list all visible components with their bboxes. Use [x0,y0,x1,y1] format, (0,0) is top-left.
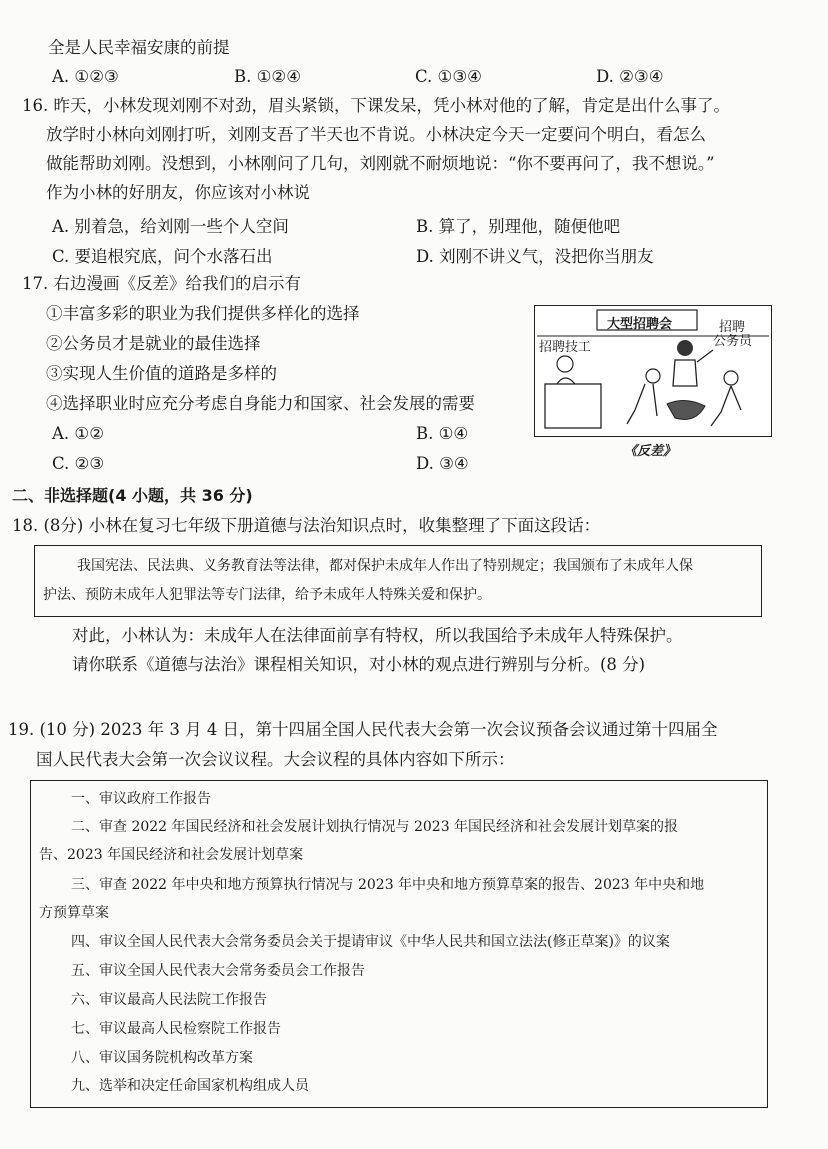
q15-option-d: D. ②③④ [596,67,664,86]
section-2-title: 二、非选择题(4 小题，共 36 分) [12,486,253,505]
q18-opinion: 对此，小林认为：未成年人在法律面前享有特权，所以我国给予未成年人特殊保护。 [72,626,683,645]
q17-option-a: A. ①② [52,424,104,443]
q17-item-1: ①丰富多彩的职业为我们提供多样化的选择 [46,304,360,323]
q16-line-1: 16. 昨天，小林发现刘刚不对劲，眉头紧锁，下课发呆，凭小林对他的了解，肯定是出什么事了。 [22,96,730,115]
agenda-item-7: 七、审议最高人民检察院工作报告 [71,1021,281,1037]
q16-option-c: C. 要追根究底，问个水落石出 [52,247,273,266]
agenda-item-2-cont: 告、2023 年国民经济和社会发展计划草案 [39,847,304,863]
q17-option-b: B. ①④ [416,424,469,443]
q17-stem: 17. 右边漫画《反差》给我们的启示有 [22,274,301,293]
cartoon-left-sign: 招聘技工 [539,340,592,355]
q18-box-line-1: 我国宪法、民法典、义务教育法等法律，都对保护未成年人作出了特别规定；我国颁布了未成年人保 [77,558,693,574]
q17-item-3: ③实现人生价值的道路是多样的 [46,364,277,383]
q19-agenda-box [30,780,768,1108]
cartoon-banner: 大型招聘会 [607,317,673,332]
cartoon-right-sign-1: 招聘 [719,320,746,335]
q17-option-c: C. ②③ [52,454,105,473]
q18-quote-box [34,545,762,617]
q16-line-2: 放学时小林向刘刚打听，刘刚支吾了半天也不肯说。小林决定今天一定要问个明白，看怎么 [46,125,706,144]
q16-option-d: D. 刘刚不讲义气，没把你当朋友 [416,247,654,266]
q15-option-b: B. ①②④ [234,67,301,86]
agenda-item-4: 四、审议全国人民代表大会常务委员会关于提请审议《中华人民共和国立法法(修正草案)》的议案 [71,934,670,950]
agenda-item-6: 六、审议最高人民法院工作报告 [71,992,267,1008]
cartoon-caption: 《反差》 [624,444,677,459]
q18-box-line-2: 护法、预防未成年人犯罪法等专门法律，给予未成年人特殊关爱和保护。 [43,587,491,603]
agenda-item-8: 八、审议国务院机构改革方案 [71,1050,253,1066]
q18-task: 请你联系《道德与法治》课程相关知识，对小林的观点进行辨别与分析。(8 分) [72,655,646,674]
cartoon-right-sign-2: 公务员 [713,334,753,349]
agenda-item-1: 一、审议政府工作报告 [71,791,211,807]
q19-intro-2: 国人民代表大会第一次会议议程。大会议程的具体内容如下所示： [36,750,515,769]
agenda-item-9: 九、选举和决定任命国家机构组成人员 [71,1078,309,1094]
q15-option-a: A. ①②③ [52,67,119,86]
q16-option-b: B. 算了，别理他，随便他吧 [416,217,621,236]
q19-intro-1: 19. (10 分) 2023 年 3 月 4 日，第十四届全国人民代表大会第一次会议预备会议通过第十四届全 [8,720,718,739]
q17-item-2: ②公务员才是就业的最佳选择 [46,334,261,353]
agenda-item-5: 五、审议全国人民代表大会常务委员会工作报告 [71,963,365,979]
q16-option-a: A. 别着急，给刘刚一些个人空间 [52,217,289,236]
q17-item-4: ④选择职业时应充分考虑自身能力和国家、社会发展的需要 [46,394,475,413]
q18-intro: 18. (8分) 小林在复习七年级下册道德与法治知识点时，收集整理了下面这段话： [12,516,601,535]
q16-line-3: 做能帮助刘刚。没想到，小林刚问了几句，刘刚就不耐烦地说：“你不要再问了，我不想说。” [46,154,715,173]
agenda-item-3-cont: 方预算草案 [39,905,109,921]
agenda-item-2: 二、审查 2022 年国民经济和社会发展计划执行情况与 2023 年国民经济和社会发展计划草案的报 [71,819,679,835]
q15-option-c: C. ①③④ [415,67,482,86]
q15-tail-line: 全是人民幸福安康的前提 [48,38,230,57]
cartoon-fancha [534,305,772,437]
agenda-item-3: 三、审查 2022 年中央和地方预算执行情况与 2023 年中央和地方预算草案的报告、2023 年中央和地 [71,877,705,893]
q17-option-d: D. ③④ [416,454,469,473]
q16-line-4: 作为小林的好朋友，你应该对小林说 [46,183,310,202]
